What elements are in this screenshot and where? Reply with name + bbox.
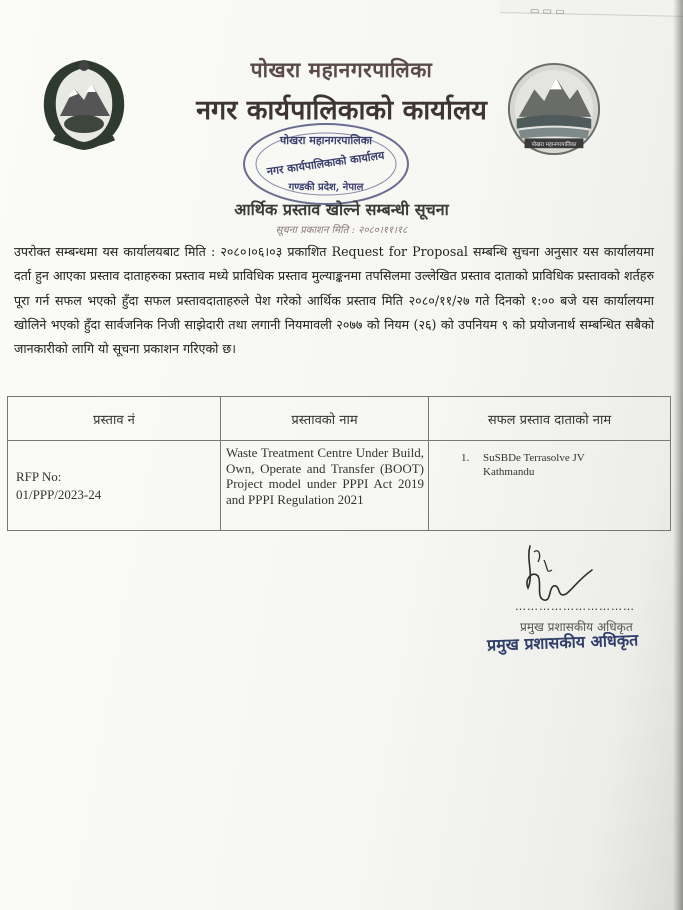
proposal-table: [7, 396, 671, 531]
bidder-location: Kathmandu: [483, 466, 535, 478]
page-shadow: [673, 0, 683, 910]
stamp-line-3: गण्डकी प्रदेश, नेपाल: [288, 182, 364, 193]
organization-name: पोखरा महानगरपालिका: [250, 57, 433, 82]
col-header-proposal-no: प्रस्ताव नं: [8, 397, 221, 441]
rfp-no-value: 01/PPP/2023-24: [16, 486, 102, 502]
col-header-bidder-name: सफल प्रस्ताव दाताको नाम: [429, 397, 671, 441]
notice-title: आर्थिक प्रस्ताव खोल्ने सम्बन्धी सूचना: [234, 200, 449, 219]
cell-bidder: [429, 441, 671, 531]
notice-body: उपरोक्त सम्बन्धमा यस कार्यालयबाट मिति : २०८०।०६।०३ प्रकाशित Request for Proposal सम्बन्धि सुचना अनुसार यस कार्यालयमा दर्ता हुन आएका प्रस्ताव दाताहरुका प्रस्ताव मध्ये प्राविधिक प्रस्ताव मुल्याङ्कनमा तपसिलमा उल्लेखित प्रस्ताव दाताको प्राविधिक प्रस्तावको शर्तहरु पूरा गर्न सफल भएको हुँदा सफल प्रस्तावदाताहरुले पेश गरेको आर्थिक प्रस्ताव मिति २०८०/११/२७ गते दिनको १:०० बजे यस कार्यालयमा खोलिने भएको हुँदा सार्वजनिक निजी साझेदारी तथा लगानी नियमावली २०७७ को नियम (२६) को उपनियम ९ को प्रयोजनार्थ सम्बन्धित सबैको जानकारीको लागि यो सूचना प्रकाशन गरिएको छ।: [14, 244, 654, 357]
right-logo-caption: पोखरा महानगरपालिका: [531, 141, 577, 148]
col-header-proposal-name: प्रस्तावको नाम: [221, 397, 429, 441]
table-header-row: [8, 397, 671, 441]
table-row: [8, 441, 671, 531]
bidder-name: SuSBDe Terrasolve JV: [483, 452, 585, 464]
signature-line: …………………………: [515, 600, 635, 613]
cell-proposal-name: Waste Treatment Centre Under Build, Own, Operate and Transfer (BOOT) Project model under PPPI Act 2019 and PPPI Regulation 2021: [221, 441, 429, 531]
signatory-title: प्रमुख प्रशासकीय अधिकृत: [520, 620, 633, 634]
stamp-line-1: पोखरा महानगरपालिका: [279, 134, 373, 147]
office-name: नगर कार्यपालिकाको कार्यालय: [196, 95, 487, 126]
signatory-title-stamp: प्रमुख प्रशासकीय अधिकृत: [486, 630, 639, 655]
publication-date: सूचना प्रकाशन मिति : २०८०।११।१८: [275, 225, 408, 236]
rfp-no-label: RFP No:: [16, 468, 62, 484]
paper-edge-strip: ▭ ▭ ▭: [500, 0, 683, 17]
stamp-line-2: नगर कार्यपालिकाको कार्यालय: [265, 148, 386, 179]
bidder-number: 1.: [461, 452, 470, 464]
cell-rfp-no: [8, 441, 221, 531]
